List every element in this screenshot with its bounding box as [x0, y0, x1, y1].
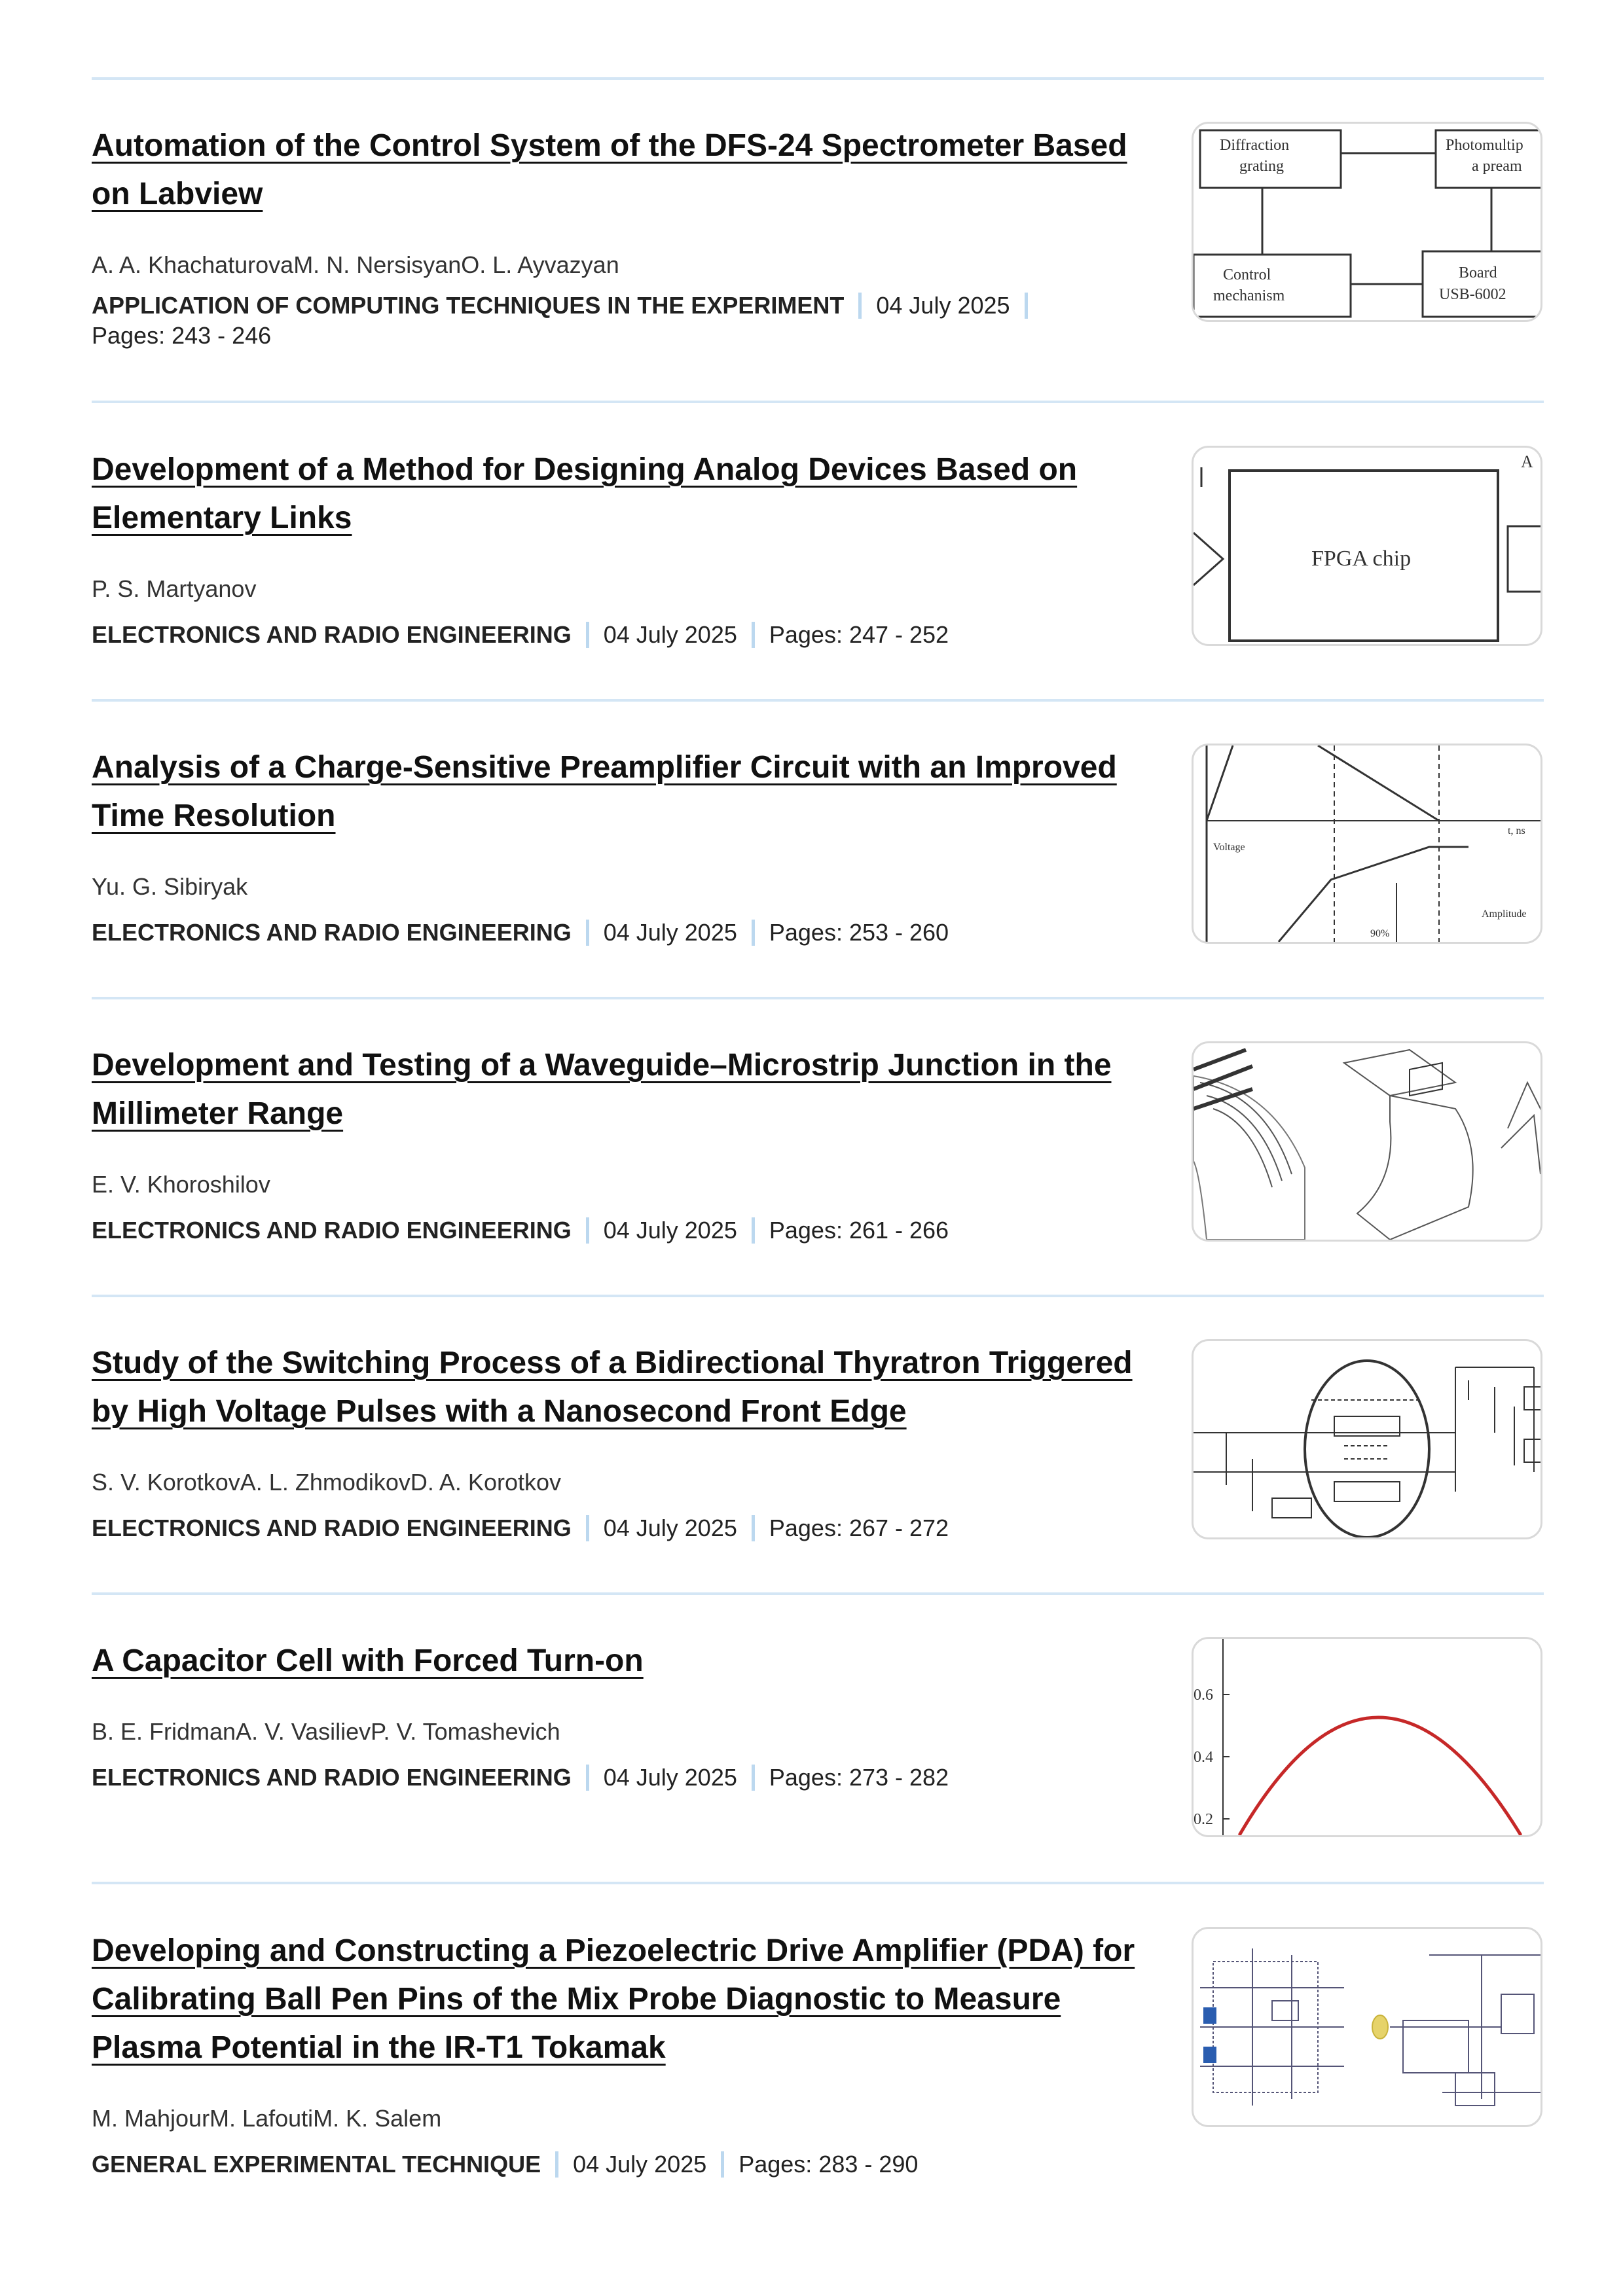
article-thumbnail[interactable]	[1192, 122, 1542, 322]
thumb-label: Photomultip	[1446, 137, 1523, 154]
publish-date: 04 July 2025	[603, 919, 737, 946]
pages: Pages: 283 - 290	[739, 2151, 919, 2178]
thumb-label: 0.6	[1194, 1687, 1213, 1704]
article-thumbnail[interactable]	[1192, 1041, 1542, 1242]
thumb-label: 0.2	[1194, 1811, 1213, 1828]
thumb-label: Voltage	[1213, 842, 1245, 853]
category-link[interactable]: GENERAL EXPERIMENTAL TECHNIQUE	[92, 2151, 541, 2178]
thumb-label: Board	[1459, 264, 1497, 281]
category-link[interactable]: ELECTRONICS AND RADIO ENGINEERING	[92, 1217, 572, 1244]
meta-divider	[858, 293, 862, 319]
pages: Pages: 247 - 252	[769, 621, 949, 648]
meta-divider	[586, 920, 589, 946]
article-thumbnail[interactable]	[1192, 446, 1542, 646]
pages: Pages: 261 - 266	[769, 1217, 949, 1244]
meta-divider	[586, 1217, 589, 1244]
article-title-link[interactable]: A Capacitor Cell with Forced Turn-on	[92, 1643, 644, 1678]
article-thumbnail[interactable]	[1192, 744, 1542, 944]
publish-date: 04 July 2025	[603, 1515, 737, 1541]
thumb-label: FPGA chip	[1311, 547, 1412, 571]
thumb-label: A	[1521, 452, 1533, 471]
meta-divider	[752, 622, 755, 648]
meta-divider	[752, 1515, 755, 1541]
category-link[interactable]: ELECTRONICS AND RADIO ENGINEERING	[92, 1515, 572, 1541]
meta-divider	[1025, 293, 1028, 319]
article-title-link[interactable]: Development of a Method for Designing Analog Devices Based on Elementary Links	[92, 452, 1078, 535]
article-meta	[92, 620, 1165, 650]
thumb-label: USB-6002	[1439, 286, 1506, 303]
article-thumbnail[interactable]	[1192, 1339, 1542, 1539]
article-meta	[92, 1763, 1165, 1793]
article-title-link[interactable]: Developing and Constructing a Piezoelectric Drive Amplifier (PDA) for Calibrating Ball Pen Pins of the Mix Probe Diagnostic to Measure Plasma Potential in the IR-T1 Tokamak	[92, 1933, 1135, 2065]
thumb-label: Control	[1223, 266, 1271, 283]
thumb-label: grating	[1239, 158, 1284, 175]
meta-divider	[586, 1765, 589, 1791]
pages: Pages: 253 - 260	[769, 919, 949, 946]
article-title	[92, 446, 1165, 543]
separator	[92, 1295, 1544, 1297]
thumb-label: Diffraction	[1220, 137, 1290, 154]
article-meta	[92, 291, 1165, 351]
article-meta	[92, 918, 1165, 948]
pages: Pages: 273 - 282	[769, 1764, 949, 1791]
separator	[92, 699, 1544, 702]
pages: Pages: 267 - 272	[769, 1515, 949, 1541]
meta-divider	[721, 2151, 724, 2178]
publish-date: 04 July 2025	[573, 2151, 707, 2178]
meta-divider	[555, 2151, 558, 2178]
publish-date: 04 July 2025	[603, 1764, 737, 1791]
article-title-link[interactable]: Analysis of a Charge-Sensitive Preamplifier Circuit with an Improved Time Resolution	[92, 750, 1117, 833]
pages: Pages: 243 - 246	[92, 322, 272, 349]
article-meta	[92, 2149, 1165, 2179]
article-title-link[interactable]: Development and Testing of a Waveguide–Microstrip Junction in the Millimeter Range	[92, 1048, 1112, 1131]
publish-date: 04 July 2025	[603, 1217, 737, 1244]
meta-divider	[586, 622, 589, 648]
article-authors: E. V. Khoroshilov	[92, 1171, 270, 1198]
meta-divider	[752, 920, 755, 946]
article-authors: P. S. Martyanov	[92, 575, 257, 602]
meta-divider	[752, 1217, 755, 1244]
meta-divider	[586, 1515, 589, 1541]
article-authors: Yu. G. Sibiryak	[92, 873, 248, 900]
article-title	[92, 1339, 1165, 1436]
article-meta	[92, 1215, 1165, 1246]
publish-date: 04 July 2025	[603, 621, 737, 648]
category-link[interactable]: ELECTRONICS AND RADIO ENGINEERING	[92, 621, 572, 648]
category-link[interactable]: APPLICATION OF COMPUTING TECHNIQUES IN THE EXPERIMENT	[92, 292, 845, 319]
article-thumbnail[interactable]	[1192, 1637, 1542, 1837]
thumb-label: t, ns	[1508, 825, 1525, 836]
article-title-link[interactable]: Automation of the Control System of the DFS-24 Spectrometer Based on Labview	[92, 128, 1127, 211]
category-link[interactable]: ELECTRONICS AND RADIO ENGINEERING	[92, 919, 572, 946]
category-link[interactable]: ELECTRONICS AND RADIO ENGINEERING	[92, 1764, 572, 1791]
thumb-label: Amplitude	[1482, 908, 1527, 920]
separator	[92, 77, 1544, 80]
separator	[92, 1882, 1544, 1884]
thumb-label: 90%	[1370, 928, 1390, 939]
thumb-label: a pream	[1472, 158, 1522, 175]
separator	[92, 401, 1544, 403]
article-authors: B. E. FridmanA. V. VasilievP. V. Tomashevich	[92, 1718, 560, 1745]
separator	[92, 1592, 1544, 1595]
article-thumbnail[interactable]	[1192, 1927, 1542, 2127]
article-title	[92, 122, 1165, 219]
publish-date: 04 July 2025	[876, 292, 1010, 319]
article-meta	[92, 1513, 1165, 1543]
article-title	[92, 1927, 1165, 2072]
separator	[92, 997, 1544, 999]
article-title	[92, 1637, 1165, 1685]
article-title	[92, 744, 1165, 840]
meta-divider	[752, 1765, 755, 1791]
article-title-link[interactable]: Study of the Switching Process of a Bidirectional Thyratron Triggered by High Voltage Pulses with a Nanosecond Front Edge	[92, 1346, 1133, 1429]
article-authors: M. MahjourM. LafoutiM. K. Salem	[92, 2105, 442, 2132]
article-authors: S. V. KorotkovA. L. ZhmodikovD. A. Korotkov	[92, 1469, 561, 1496]
curve-line	[1239, 1717, 1521, 1835]
thumb-label: 0.4	[1194, 1749, 1213, 1766]
article-title	[92, 1041, 1165, 1138]
thumb-label: mechanism	[1213, 287, 1285, 304]
article-authors: A. A. KhachaturovaM. N. NersisyanO. L. Ayvazyan	[92, 251, 619, 278]
